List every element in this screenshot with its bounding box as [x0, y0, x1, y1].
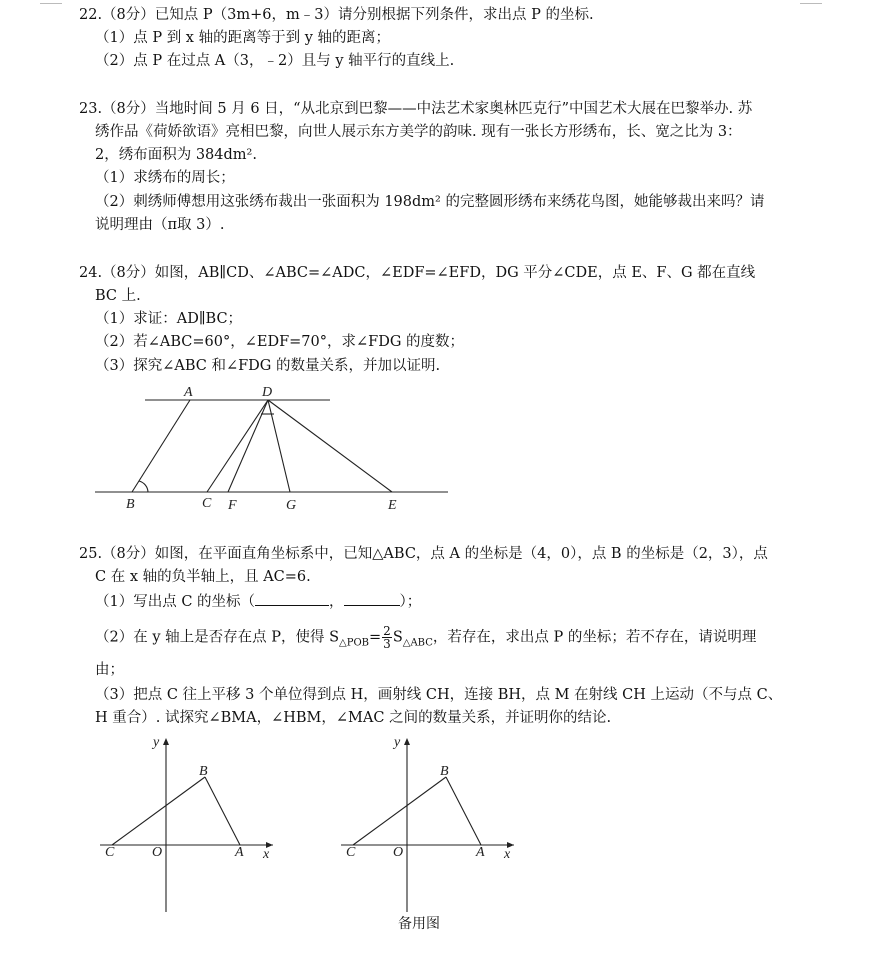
q25-part1-text: （1）写出点 C 的坐标（ [95, 594, 256, 610]
segment-ba [205, 777, 240, 845]
q23-line1: 23.（8分）当地时间 5 月 6 日，“从北京到巴黎——中法艺术家奥林匹克行”中国艺术大展在巴黎举办. 苏 [79, 101, 753, 117]
fraction-two-thirds [382, 625, 392, 650]
q24-part1: （1）求证：AD∥BC； [95, 311, 243, 327]
segment-ba [446, 777, 481, 845]
q25-part2-cont: 由； [95, 662, 124, 678]
segment-cb [112, 777, 205, 845]
q22-part1: （1）点 P 到 x 轴的距离等于到 y 轴的距离； [95, 30, 391, 46]
q24-part3: （3）探究∠ABC 和∠FDG 的数量关系，并加以证明. [95, 358, 441, 374]
label-a: A [476, 845, 485, 860]
angle-arc-b [139, 481, 148, 492]
y-axis-arrow-icon [163, 738, 169, 745]
y-axis-arrow-icon [404, 738, 410, 745]
label-o: O [152, 845, 163, 860]
q22-part2: （2）点 P 在过点 A（3，﹣2）且与 y 轴平行的直线上. [95, 53, 455, 69]
q22-stem: 22.（8分）已知点 P（3m+6，m﹣3）请分别根据下列条件，求出点 P 的坐标. [79, 7, 594, 23]
q23-part2b: 说明理由（π取 3）. [95, 217, 225, 233]
q25-part2-text: （2）在 y 轴上是否存在点 P，使得 S [95, 629, 340, 646]
q24-line2: BC 上. [95, 288, 141, 304]
fraction-numerator: 2 [383, 624, 391, 638]
q25-graph-spare [336, 730, 526, 920]
label-c: C [202, 496, 212, 511]
label-a: A [235, 845, 244, 860]
q25-equals: = [369, 629, 382, 646]
label-b: B [126, 497, 135, 512]
q25-part3b: H 重合）. 试探究∠BMA，∠HBM，∠MAC 之间的数量关系，并证明你的结论. [95, 710, 612, 726]
q25-sub-pob: △POB [339, 637, 370, 649]
label-y: y [394, 735, 401, 750]
q25-s-symbol: S [392, 629, 403, 646]
segment-cb [353, 777, 446, 845]
segment-dc [207, 400, 268, 492]
q23-line2: 绣作品《荷娇欲语》亮相巴黎，向世人展示东方美学的韵味. 现有一张长方形绣布，长、宽之比为 3： [95, 124, 742, 140]
label-y: y [153, 735, 160, 750]
answer-blank-x[interactable] [255, 591, 329, 606]
q25-line1: 25.（8分）如图，在平面直角坐标系中，已知△ABC，点 A 的坐标是（4，0），点 B 的坐标是（2，3），点 [79, 546, 768, 562]
label-b: B [199, 764, 208, 779]
label-c: C [346, 845, 356, 860]
q25-graph-main [95, 730, 285, 920]
segment-ab [132, 400, 190, 492]
label-o: O [393, 845, 404, 860]
q24-figure [90, 380, 455, 515]
q25-part1-separator: ， [329, 594, 344, 610]
q25-part2 [95, 625, 756, 653]
label-d: D [262, 385, 273, 400]
label-f: F [228, 498, 237, 513]
q23-part2a: （2）刺绣师傅想用这张绣布裁出一张面积为 198dm² 的完整圆形绣布来绣花鸟图，她能够裁出来吗？请 [95, 194, 765, 210]
label-x: x [504, 847, 511, 862]
spare-figure-caption: 备用图 [398, 916, 440, 932]
page-corner-mark-left [40, 0, 62, 4]
page-corner-mark-right [800, 0, 822, 4]
label-e: E [388, 498, 397, 513]
q25-line2: C 在 x 轴的负半轴上，且 AC=6. [95, 569, 311, 585]
q24-part2: （2）若∠ABC=60°，∠EDF=70°，求∠FDG 的度数； [95, 334, 465, 350]
q25-part3a: （3）把点 C 往上平移 3 个单位得到点 H，画射线 CH，连接 BH，点 M 在射线 CH 上运动（不与点 C、 [95, 687, 783, 703]
q25-part1 [95, 591, 421, 612]
label-x: x [263, 847, 270, 862]
q25-part2-rest: ，若存在，求出点 P 的坐标；若不存在，请说明理 [432, 629, 757, 646]
label-g: G [286, 498, 297, 513]
label-a: A [184, 385, 193, 400]
label-b: B [440, 764, 449, 779]
answer-blank-y[interactable] [344, 591, 400, 606]
q25-part1-end: ）； [399, 594, 422, 610]
label-c: C [105, 845, 115, 860]
fraction-denominator: 3 [383, 637, 391, 651]
q24-line1: 24.（8分）如图，AB∥CD、∠ABC=∠ADC，∠EDF=∠EFD，DG 平分∠CDE，点 E、F、G 都在直线 [79, 265, 756, 281]
q23-part1: （1）求绣布的周长； [95, 170, 235, 186]
q25-sub-abc: △ABC [402, 637, 433, 649]
q23-line3: 2，绣布面积为 384dm². [95, 147, 257, 163]
